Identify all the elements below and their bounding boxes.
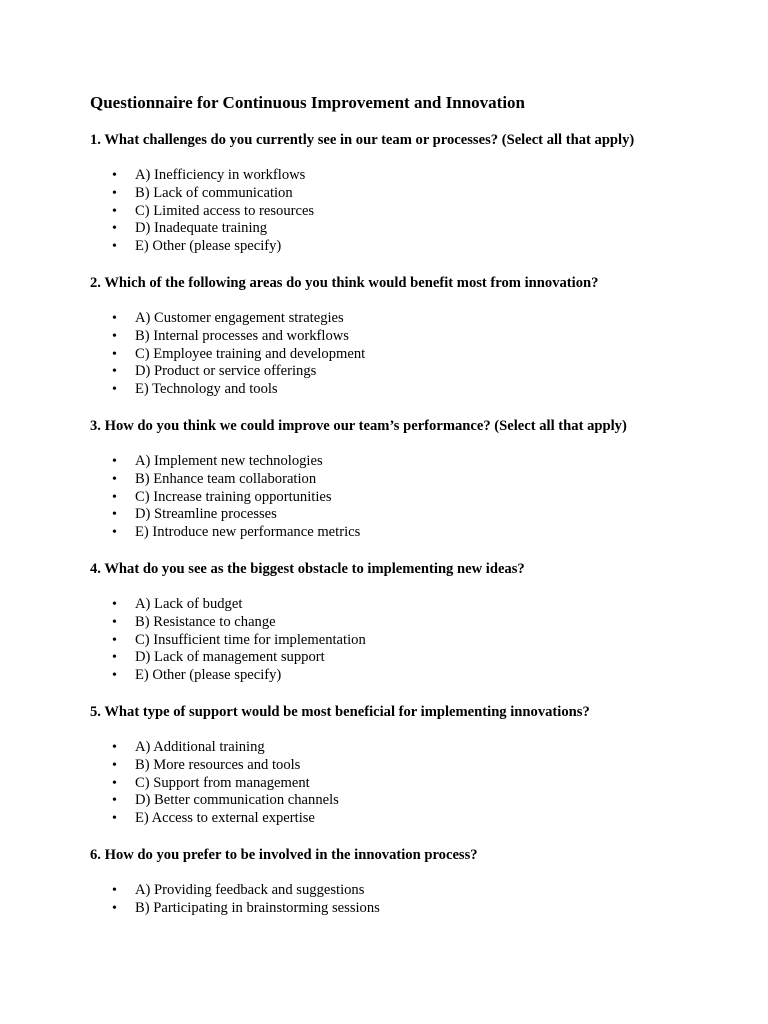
option-label: B) Lack of communication: [135, 184, 293, 201]
bullet-icon: •: [112, 900, 117, 916]
option-label: B) Resistance to change: [135, 613, 276, 630]
option-label: D) Better communication channels: [135, 792, 339, 809]
list-item: [90, 506, 730, 524]
list-item: [90, 220, 730, 238]
list-item: [90, 238, 730, 256]
bullet-icon: •: [112, 596, 117, 612]
option-label: E) Introduce new performance metrics: [135, 524, 361, 541]
bullet-icon: •: [112, 614, 117, 630]
bullet-icon: •: [112, 811, 117, 827]
bullet-icon: •: [112, 775, 117, 791]
list-item: [90, 489, 730, 507]
list-item: [90, 328, 730, 346]
question-heading: 6. How do you prefer to be involved in the innovation process?: [90, 846, 478, 863]
bullet-icon: •: [112, 346, 117, 362]
bullet-icon: •: [112, 382, 117, 398]
list-item: [90, 667, 730, 685]
bullet-icon: •: [112, 793, 117, 809]
document-title: Questionnaire for Continuous Improvement and Innovation: [90, 93, 525, 112]
option-label: C) Support from management: [135, 774, 310, 791]
list-item: [90, 310, 730, 328]
bullet-icon: •: [112, 310, 117, 326]
option-list: [90, 882, 730, 918]
bullet-icon: •: [112, 525, 117, 541]
question-heading: 2. Which of the following areas do you think would benefit most from innovation?: [90, 274, 599, 291]
bullet-icon: •: [112, 757, 117, 773]
bullet-icon: •: [112, 364, 117, 380]
list-item: [90, 810, 730, 828]
option-label: A) Implement new technologies: [135, 452, 323, 469]
bullet-icon: •: [112, 668, 117, 684]
option-label: E) Other (please specify): [135, 238, 282, 255]
question-heading: 3. How do you think we could improve our team’s performance? (Select all that apply): [90, 417, 627, 434]
list-item: [90, 453, 730, 471]
option-label: A) Lack of budget: [135, 595, 243, 612]
option-label: C) Employee training and development: [135, 345, 366, 362]
question-heading: 4. What do you see as the biggest obstacle to implementing new ideas?: [90, 560, 525, 577]
option-label: D) Product or service offerings: [135, 363, 317, 380]
option-label: B) More resources and tools: [135, 756, 301, 773]
bullet-icon: •: [112, 471, 117, 487]
bullet-icon: •: [112, 203, 117, 219]
list-item: [90, 882, 730, 900]
bullet-icon: •: [112, 632, 117, 648]
question-heading: 5. What type of support would be most beneficial for implementing innovations?: [90, 703, 590, 720]
option-label: B) Participating in brainstorming sessions: [135, 899, 380, 916]
bullet-icon: •: [112, 185, 117, 201]
list-item: [90, 792, 730, 810]
document-page: [90, 93, 730, 918]
option-list: [90, 453, 730, 542]
option-label: C) Limited access to resources: [135, 202, 315, 219]
option-list: [90, 310, 730, 399]
question-3: [90, 417, 730, 542]
option-label: D) Inadequate training: [135, 220, 268, 237]
bullet-icon: •: [112, 453, 117, 469]
option-label: D) Lack of management support: [135, 649, 325, 666]
bullet-icon: •: [112, 221, 117, 237]
bullet-icon: •: [112, 882, 117, 898]
option-label: C) Insufficient time for implementation: [135, 631, 366, 648]
option-list: [90, 167, 730, 256]
option-label: E) Access to external expertise: [135, 810, 315, 827]
list-item: [90, 900, 730, 918]
list-item: [90, 596, 730, 614]
list-item: [90, 524, 730, 542]
bullet-icon: •: [112, 328, 117, 344]
option-label: E) Other (please specify): [135, 667, 282, 684]
bullet-icon: •: [112, 489, 117, 505]
option-label: A) Additional training: [135, 738, 265, 755]
bullet-icon: •: [112, 168, 117, 183]
bullet-icon: •: [112, 239, 117, 255]
question-2: [90, 274, 730, 399]
option-label: A) Inefficiency in workflows: [135, 167, 306, 183]
question-4: [90, 560, 730, 685]
option-label: D) Streamline processes: [135, 506, 277, 523]
bullet-icon: •: [112, 739, 117, 755]
option-list: [90, 739, 730, 828]
list-item: [90, 346, 730, 364]
list-item: [90, 632, 730, 650]
question-heading: 1. What challenges do you currently see in our team or processes? (Select all that apply): [90, 132, 635, 148]
list-item: [90, 614, 730, 632]
list-item: [90, 185, 730, 203]
bullet-icon: •: [112, 650, 117, 666]
question-1: [90, 131, 730, 256]
list-item: [90, 649, 730, 667]
list-item: [90, 775, 730, 793]
list-item: [90, 381, 730, 399]
option-label: C) Increase training opportunities: [135, 488, 332, 505]
list-item: [90, 363, 730, 381]
question-6: [90, 846, 730, 918]
option-label: B) Enhance team collaboration: [135, 470, 317, 487]
question-5: [90, 703, 730, 828]
option-label: B) Internal processes and workflows: [135, 327, 349, 344]
option-label: A) Providing feedback and suggestions: [135, 881, 365, 898]
option-list: [90, 596, 730, 685]
list-item: [90, 203, 730, 221]
list-item: [90, 167, 730, 185]
option-label: E) Technology and tools: [135, 381, 278, 398]
bullet-icon: •: [112, 507, 117, 523]
list-item: [90, 471, 730, 489]
list-item: [90, 739, 730, 757]
list-item: [90, 757, 730, 775]
option-label: A) Customer engagement strategies: [135, 309, 344, 326]
